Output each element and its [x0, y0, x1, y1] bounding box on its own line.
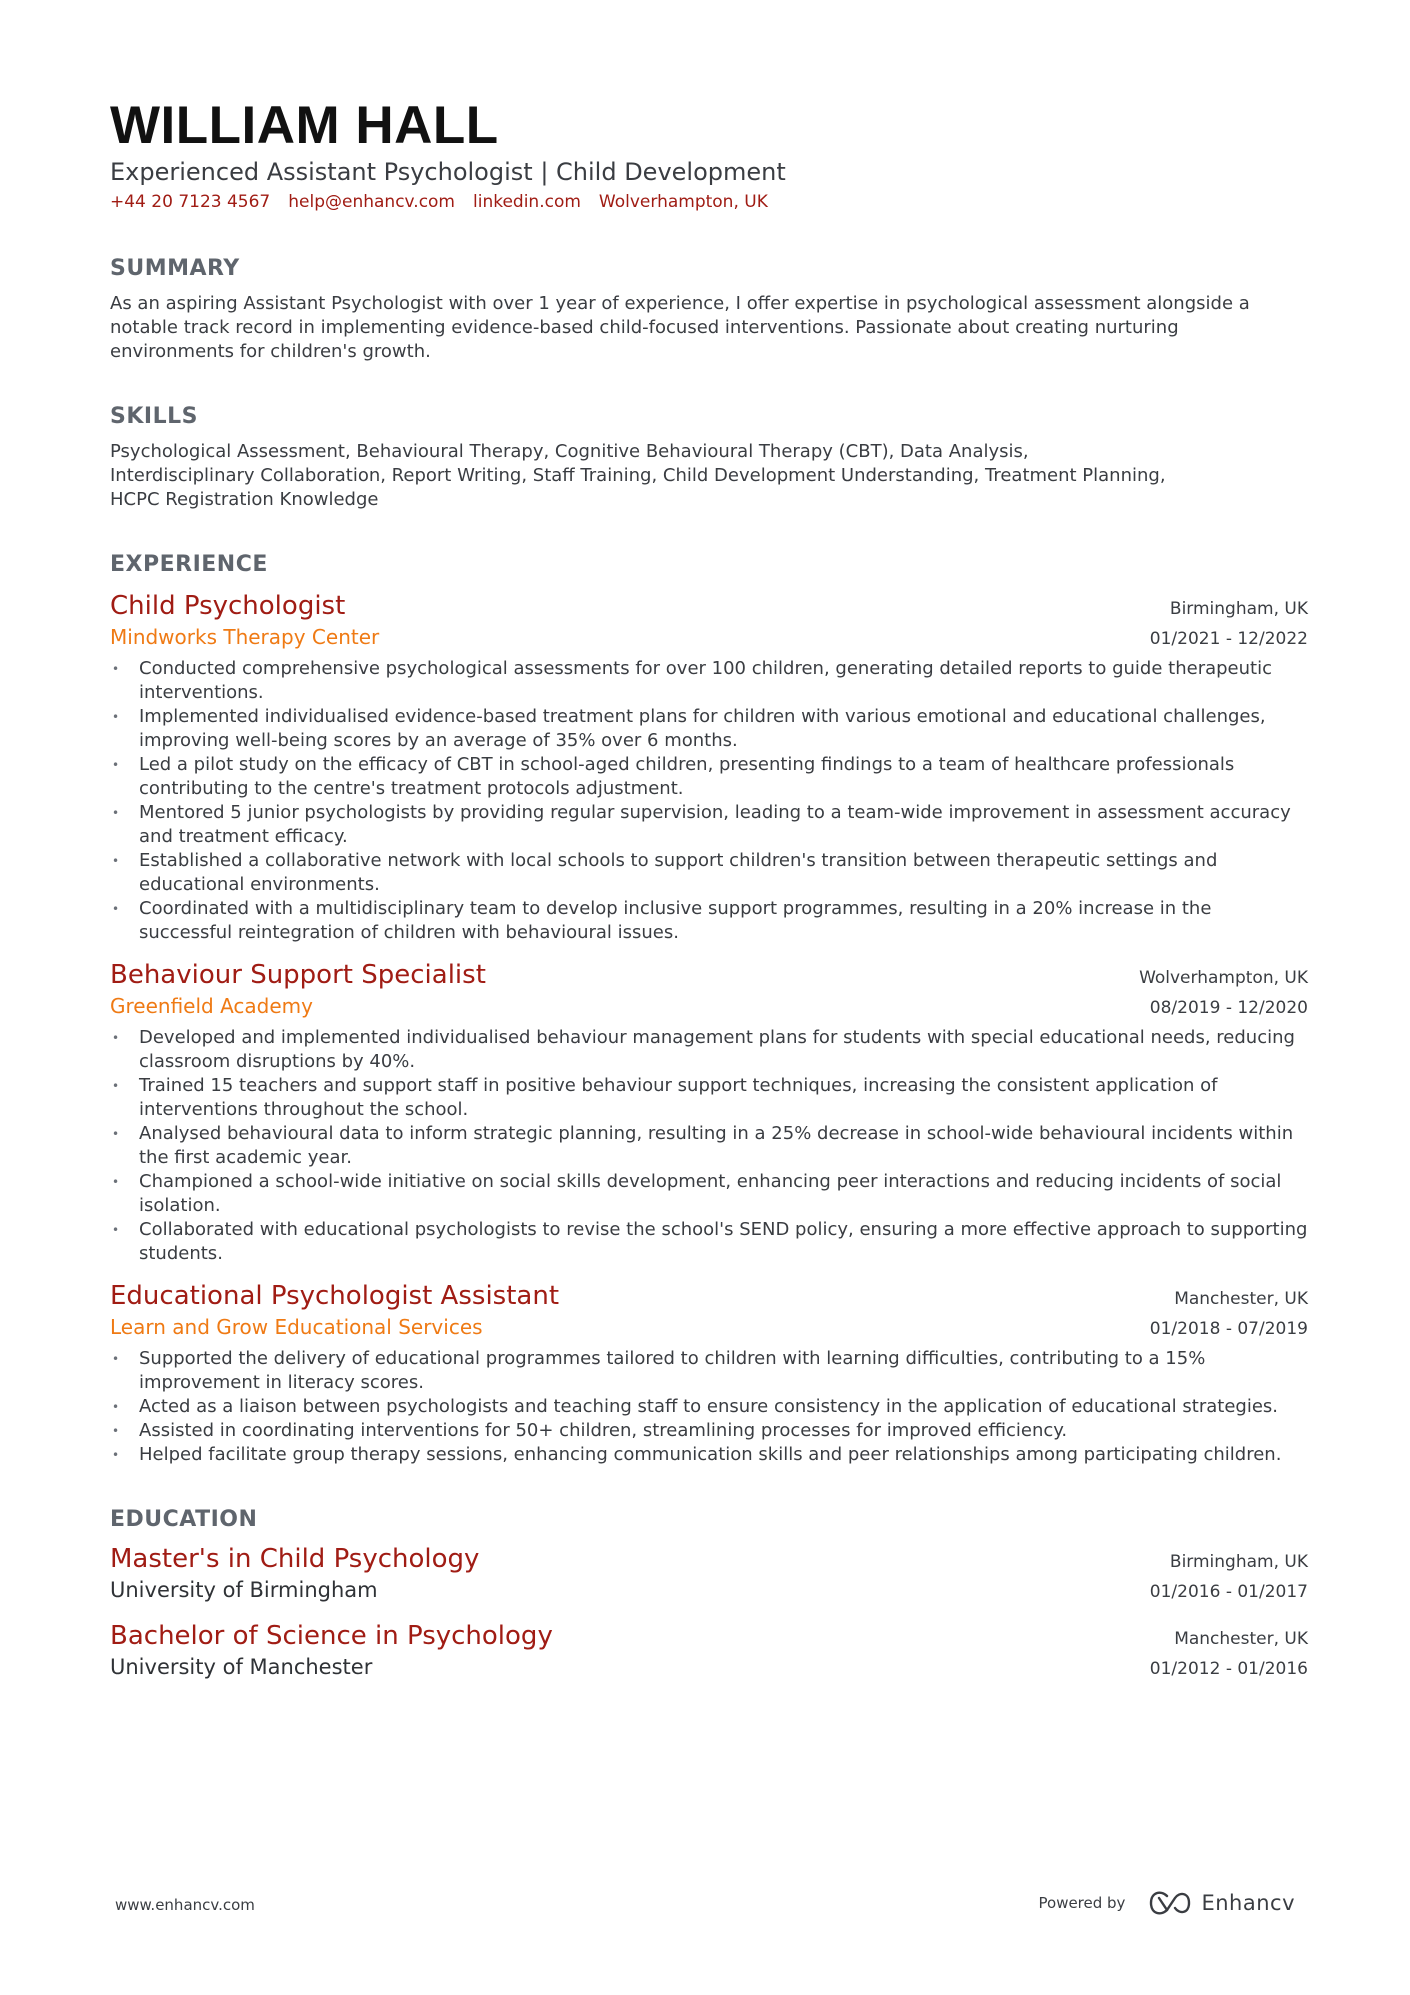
job-bullets: [110, 1347, 1308, 1467]
brand-name: Enhancv: [1201, 1891, 1295, 1915]
degree-title: Master's in Child Psychology: [110, 1544, 480, 1574]
skills-list: [110, 440, 1308, 512]
job-location: Wolverhampton, UK: [1139, 968, 1308, 988]
list-item: • Acted as a liaison between psychologists and teaching staff to ensure consistency in the application of educational strategies.: [110, 1395, 1308, 1419]
list-item: • Collaborated with educational psychologists to revise the school's SEND policy, ensuring a more effective approach to supporting students.: [110, 1218, 1308, 1266]
candidate-headline: Experienced Assistant Psychologist | Child Development: [110, 158, 786, 186]
footer-website[interactable]: www.enhancv.com: [115, 1896, 255, 1914]
school-name: University of Birmingham: [110, 1578, 378, 1602]
job-location: Manchester, UK: [1174, 1289, 1308, 1309]
brand-logo[interactable]: [1147, 1890, 1295, 1916]
experience-entry: [110, 1280, 1308, 1467]
skills-line: Psychological Assessment, Behavioural Therapy, Cognitive Behavioural Therapy (CBT), Data Analysis,: [110, 441, 1029, 462]
job-dates: 01/2018 - 07/2019: [1149, 1319, 1308, 1339]
list-item: • Coordinated with a multidisciplinary team to develop inclusive support programmes, resulting in a 20% increase in the successful reintegration of children with behavioural issues.: [110, 897, 1308, 945]
enhancv-logo-icon: [1147, 1890, 1193, 1916]
list-item: • Led a pilot study on the efficacy of CBT in school-aged children, presenting findings to a team of healthcare professionals contributing to the centre's treatment protocols adjustment.: [110, 753, 1308, 801]
footer-branding: [1039, 1890, 1296, 1916]
list-item: • Championed a school-wide initiative on social skills development, enhancing peer interactions and reducing incidents of social isolation.: [110, 1170, 1308, 1218]
education-entry: [110, 1543, 1308, 1606]
skills-heading: SKILLS: [110, 404, 198, 429]
list-item: • Conducted comprehensive psychological assessments for over 100 children, generating detailed reports to guide therapeutic interventions.: [110, 657, 1308, 705]
education-location: Birmingham, UK: [1169, 1552, 1308, 1572]
skills-line: Interdisciplinary Collaboration, Report Writing, Staff Training, Child Development Understanding, Treatment Planning,: [110, 465, 1166, 486]
page-footer: [115, 1890, 1295, 1920]
candidate-name: WILLIAM HALL: [110, 96, 499, 155]
contact-email[interactable]: help@enhancv.com: [288, 192, 455, 212]
contact-linkedin[interactable]: linkedin.com: [473, 192, 581, 212]
experience-heading: EXPERIENCE: [110, 552, 268, 577]
job-title: Educational Psychologist Assistant: [110, 1281, 560, 1311]
school-name: University of Manchester: [110, 1655, 373, 1679]
job-dates: 01/2021 - 12/2022: [1149, 629, 1308, 649]
job-title: Behaviour Support Specialist: [110, 960, 486, 990]
job-title: Child Psychologist: [110, 591, 346, 621]
education-location: Manchester, UK: [1174, 1629, 1308, 1649]
job-bullets: [110, 1026, 1308, 1266]
list-item: • Established a collaborative network with local schools to support children's transition between therapeutic settings and educational environments.: [110, 849, 1308, 897]
job-bullets: [110, 657, 1308, 945]
resume-page: [110, 96, 1308, 1683]
list-item: • Analysed behavioural data to inform strategic planning, resulting in a 25% decrease in school-wide behavioural incidents within the first academic year.: [110, 1122, 1308, 1170]
education-heading: EDUCATION: [110, 1507, 258, 1532]
job-dates: 08/2019 - 12/2020: [1149, 998, 1308, 1018]
list-item: • Helped facilitate group therapy sessions, enhancing communication skills and peer relationships among participating children.: [110, 1443, 1308, 1467]
list-item: • Supported the delivery of educational programmes tailored to children with learning difficulties, contributing to a 15% improvement in literacy scores.: [110, 1347, 1308, 1395]
experience-entry: [110, 959, 1308, 1266]
list-item: • Implemented individualised evidence-based treatment plans for children with various emotional and educational challenges, improving well-being scores by an average of 35% over 6 months.: [110, 705, 1308, 753]
job-location: Birmingham, UK: [1169, 599, 1308, 619]
list-item: • Developed and implemented individualised behaviour management plans for students with special educational needs, reducing classroom disruptions by 40%.: [110, 1026, 1308, 1074]
powered-by-label: Powered by: [1038, 1894, 1126, 1912]
company-name: Learn and Grow Educational Services: [110, 1315, 483, 1339]
contact-phone[interactable]: +44 20 7123 4567: [110, 192, 271, 212]
contact-location: Wolverhampton, UK: [598, 192, 768, 212]
education-dates: 01/2016 - 01/2017: [1149, 1582, 1308, 1602]
education-dates: 01/2012 - 01/2016: [1149, 1659, 1308, 1679]
summary-heading: SUMMARY: [110, 256, 240, 281]
skills-line: HCPC Registration Knowledge: [110, 489, 379, 510]
company-name: Greenfield Academy: [110, 994, 313, 1018]
summary-text: As an aspiring Assistant Psychologist with over 1 year of experience, I offer expertise in psychological assessment alongside a notable track record in implementing evidence-based child-focused interventions. Passionate about creating nurturing environments for children's growth.: [110, 293, 1250, 362]
experience-entry: [110, 590, 1308, 945]
degree-title: Bachelor of Science in Psychology: [110, 1621, 553, 1651]
list-item: • Trained 15 teachers and support staff in positive behaviour support techniques, increasing the consistent application of interventions throughout the school.: [110, 1074, 1308, 1122]
list-item: • Mentored 5 junior psychologists by providing regular supervision, leading to a team-wide improvement in assessment accuracy and treatment efficacy.: [110, 801, 1308, 849]
company-name: Mindworks Therapy Center: [110, 625, 380, 649]
education-entry: [110, 1620, 1308, 1683]
contact-row: [110, 190, 1308, 214]
list-item: • Assisted in coordinating interventions for 50+ children, streamlining processes for improved efficiency.: [110, 1419, 1308, 1443]
